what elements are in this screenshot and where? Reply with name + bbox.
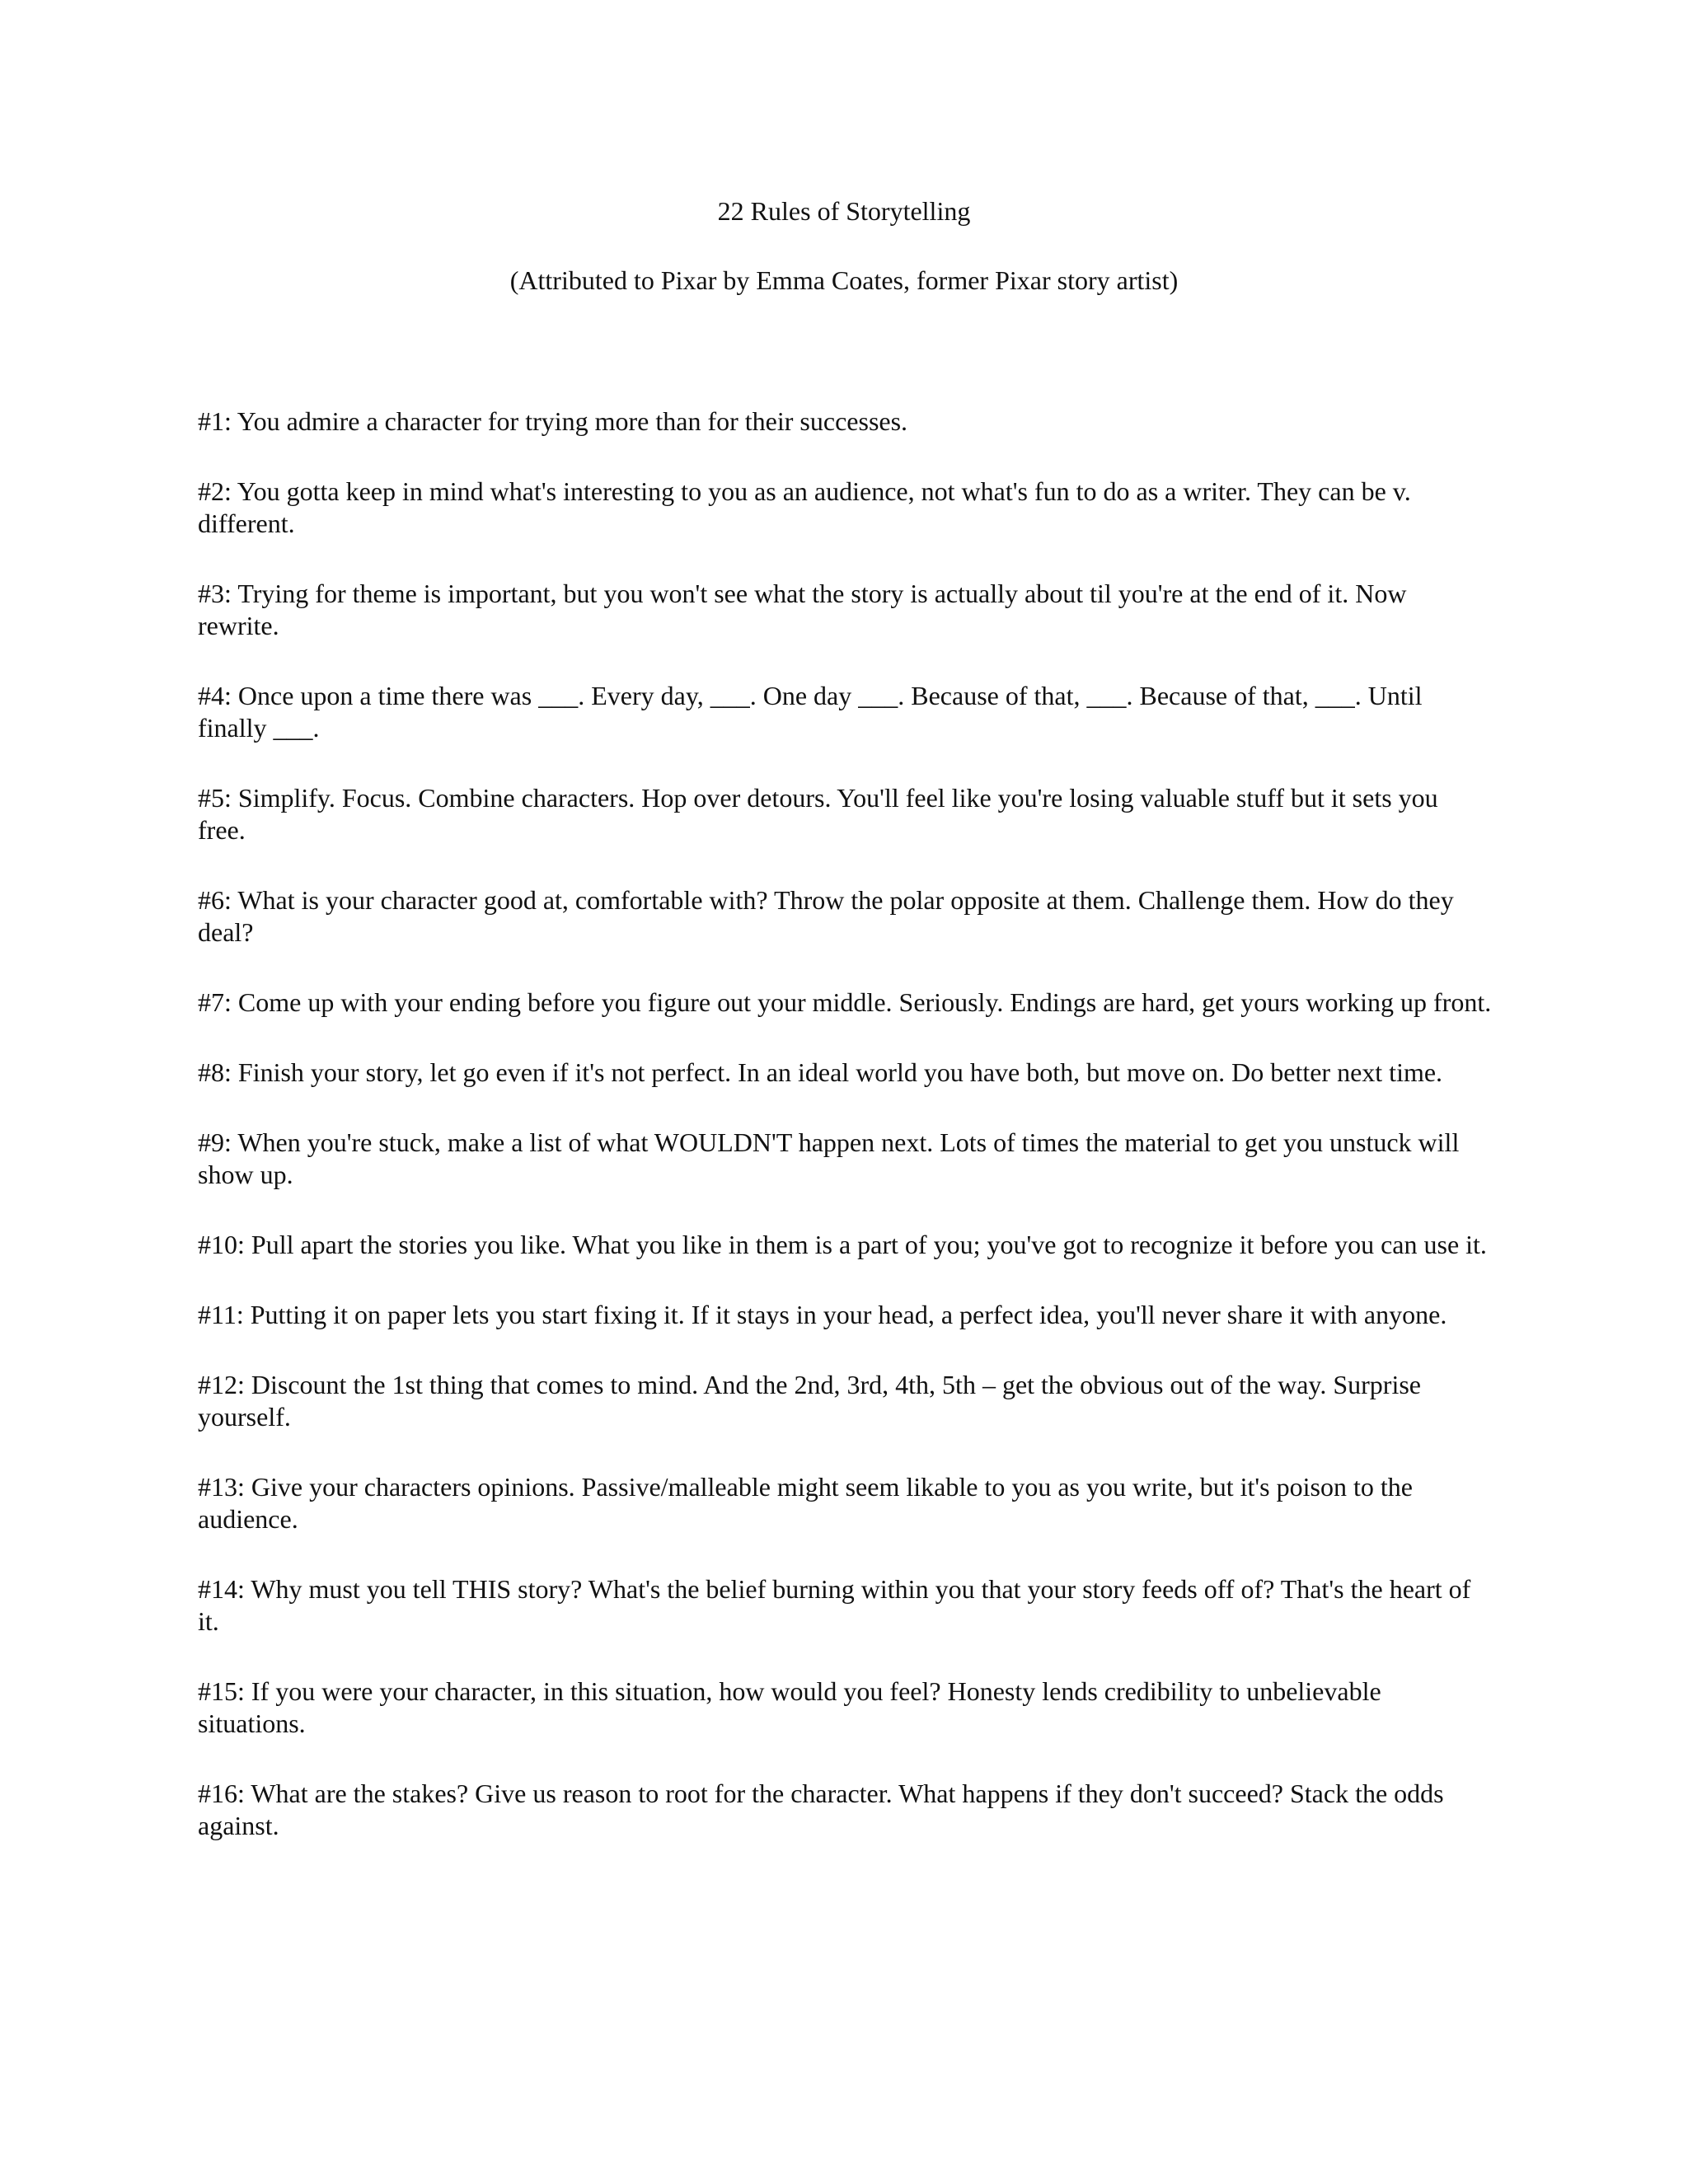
page-title: 22 Rules of Storytelling: [717, 196, 971, 226]
rule-12: #12: Discount the 1st thing that comes to mind. And the 2nd, 3rd, 4th, 5th – get the obvious out of the way. Surprise yourself.: [198, 1370, 1421, 1432]
rule-9: #9: When you're stuck, make a list of what WOULDN'T happen next. Lots of times the material to get you unstuck will show up.: [198, 1127, 1460, 1189]
rules-list: [198, 405, 1492, 1880]
rule-2: #2: You gotta keep in mind what's interesting to you as an audience, not what's fun to do as a writer. They can be v. different.: [198, 476, 1411, 538]
rule-14: #14: Why must you tell THIS story? What's the belief burning within you that your story feeds off of? That's the heart of it.: [198, 1574, 1471, 1636]
rule-15: #15: If you were your character, in this situation, how would you feel? Honesty lends credibility to unbelievable situations.: [198, 1676, 1381, 1738]
rule-6: #6: What is your character good at, comfortable with? Throw the polar opposite at them. Challenge them. How do they deal?: [198, 885, 1454, 947]
rule-5: #5: Simplify. Focus. Combine characters. Hop over detours. You'll feel like you're losing valuable stuff but it sets you free.: [198, 783, 1438, 845]
rule-8: #8: Finish your story, let go even if it's not perfect. In an ideal world you have both, but move on. Do better next time.: [198, 1057, 1443, 1087]
rule-16: #16: What are the stakes? Give us reason to root for the character. What happens if they don't succeed? Stack the odds against.: [198, 1779, 1444, 1840]
rule-13: #13: Give your characters opinions. Passive/malleable might seem likable to you as you write, but it's poison to the audience.: [198, 1472, 1413, 1534]
rule-4: #4: Once upon a time there was ___. Every day, ___. One day ___. Because of that, ___. Because of that, ___. Until finally ___.: [198, 681, 1423, 743]
rule-11: #11: Putting it on paper lets you start fixing it. If it stays in your head, a perfect idea, you'll never share it with anyone.: [198, 1300, 1447, 1329]
rule-10: #10: Pull apart the stories you like. What you like in them is a part of you; you've got to recognize it before you can use it.: [198, 1230, 1487, 1259]
rule-3: #3: Trying for theme is important, but you won't see what the story is actually about til you're at the end of it. Now rewrite.: [198, 579, 1407, 640]
rule-1: #1: You admire a character for trying more than for their successes.: [198, 406, 908, 436]
rule-7: #7: Come up with your ending before you figure out your middle. Seriously. Endings are hard, get yours working up front.: [198, 987, 1492, 1017]
page-subtitle: (Attributed to Pixar by Emma Coates, former Pixar story artist): [509, 265, 1179, 295]
